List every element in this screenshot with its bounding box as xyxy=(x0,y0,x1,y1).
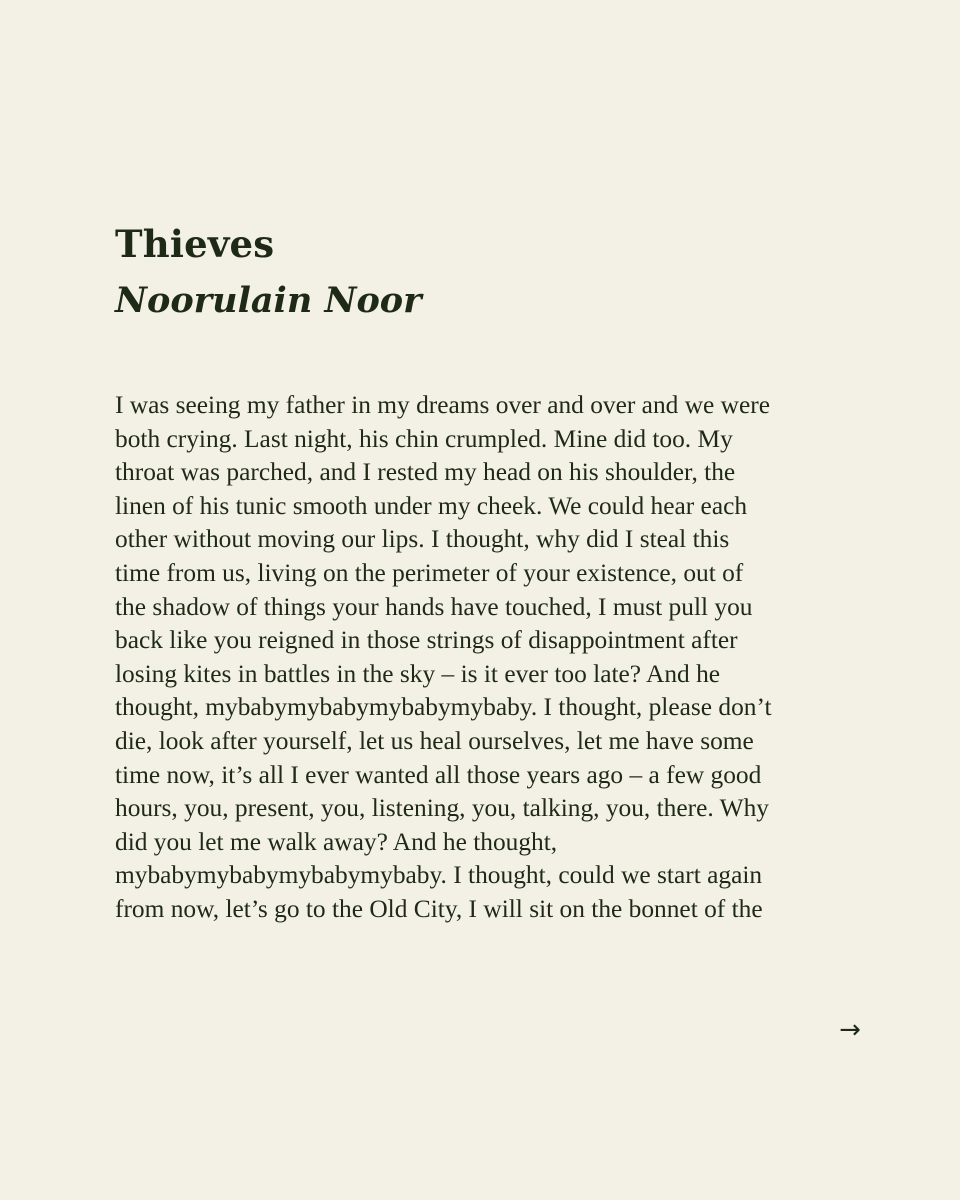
next-page-button[interactable] xyxy=(833,1012,867,1048)
arrow-right-icon: → xyxy=(839,1015,861,1045)
poem-line: hours, you, present, you, listening, you, talking, you, there. Why xyxy=(115,794,769,823)
poem-line: time from us, living on the perimeter of your existence, out of xyxy=(115,558,744,587)
poem-line: both crying. Last night, his chin crumpled. Mine did too. My xyxy=(115,424,733,453)
poem-line: mybabymybabymybabymybaby. I thought, could we start again xyxy=(115,861,763,890)
poem-line: I was seeing my father in my dreams over and over and we were xyxy=(115,391,770,419)
poem-line: the shadow of things your hands have touched, I must pull you xyxy=(115,592,753,621)
poem-body xyxy=(115,389,885,927)
poem-line: linen of his tunic smooth under my cheek. We could hear each xyxy=(115,491,748,520)
poem-line: losing kites in battles in the sky – is it ever too late? And he xyxy=(115,659,721,688)
poem-line: die, look after yourself, let us heal ourselves, let me have some xyxy=(115,726,754,755)
poem-line: throat was parched, and I rested my head on his shoulder, the xyxy=(115,458,736,487)
poem-author: Noorulain Noor xyxy=(115,280,422,321)
poem-line: time now, it’s all I ever wanted all those years ago – a few good xyxy=(115,760,762,789)
poem-line: other without moving our lips. I thought, why did I steal this xyxy=(115,525,730,554)
poem-title: Thieves xyxy=(115,222,275,266)
poem-line: did you let me walk away? And he thought, xyxy=(115,827,558,856)
poem-line: thought, mybabymybabymybabymybaby. I thought, please don’t xyxy=(115,693,772,722)
poem-line: from now, let’s go to the Old City, I will sit on the bonnet of the xyxy=(115,894,763,923)
poem-line: back like you reigned in those strings of disappointment after xyxy=(115,626,738,655)
